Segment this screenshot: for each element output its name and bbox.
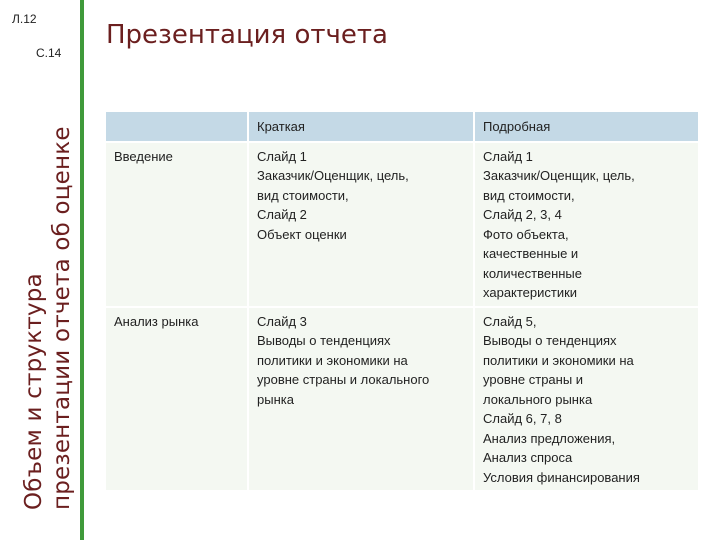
cell-line: качественные и	[483, 246, 579, 261]
header-detailed: Подробная	[474, 111, 699, 142]
cell-detailed	[474, 142, 699, 307]
accent-divider	[80, 0, 84, 540]
cell-line: Фото объекта,	[483, 226, 569, 242]
page-title: Презентация отчета	[106, 20, 388, 50]
header-blank	[105, 111, 248, 142]
cell-line: Выводы о тенденциях	[483, 333, 617, 348]
cell-line: Слайд 2	[257, 207, 307, 222]
table-row	[105, 142, 699, 307]
row-label: Анализ рынка	[105, 307, 248, 492]
cell-line: Заказчик/Оценщик, цель,	[257, 168, 409, 183]
cell-line: Анализ спроса	[483, 450, 573, 465]
cell-line: Слайд 1	[257, 148, 307, 164]
cell-line: Слайд 2, 3, 4	[483, 207, 562, 222]
slide-ref: С.14	[36, 46, 62, 60]
cell-line: Анализ предложения,	[483, 430, 616, 446]
cell-line: Слайд 1	[483, 148, 533, 164]
header-short: Краткая	[248, 111, 474, 142]
cell-line: вид стоимости,	[483, 187, 575, 203]
side-title-line-1: Объем и структура	[21, 273, 47, 510]
cell-line: вид стоимости,	[257, 187, 349, 203]
comparison-table	[104, 110, 698, 492]
cell-line: политики и экономики на	[483, 352, 634, 368]
cell-line: локального рынка	[483, 391, 593, 407]
cell-line: рынка	[257, 391, 294, 407]
table-row	[105, 307, 699, 492]
cell-line: уровне страны и	[483, 372, 584, 387]
cell-line: политики и экономики на	[257, 352, 408, 368]
cell-line: Условия финансирования	[483, 469, 640, 485]
cell-line: Заказчик/Оценщик, цель,	[483, 168, 635, 183]
cell-short	[248, 142, 474, 307]
table-header-row	[105, 111, 699, 142]
lecture-ref: Л.12	[12, 12, 37, 26]
cell-line: количественные	[483, 265, 583, 281]
row-label: Введение	[105, 142, 248, 307]
cell-line: Слайд 3	[257, 313, 307, 329]
side-title-line-2: презентации отчета об оценке	[49, 126, 75, 510]
cell-detailed	[474, 307, 699, 492]
cell-line: характеристики	[483, 285, 578, 300]
cell-line: Слайд 6, 7, 8	[483, 411, 562, 426]
cell-short	[248, 307, 474, 492]
cell-line: Объект оценки	[257, 226, 347, 242]
cell-line: уровне страны и локального	[257, 372, 430, 387]
cell-line: Слайд 5,	[483, 313, 537, 329]
cell-line: Выводы о тенденциях	[257, 333, 391, 348]
side-title	[20, 90, 76, 510]
